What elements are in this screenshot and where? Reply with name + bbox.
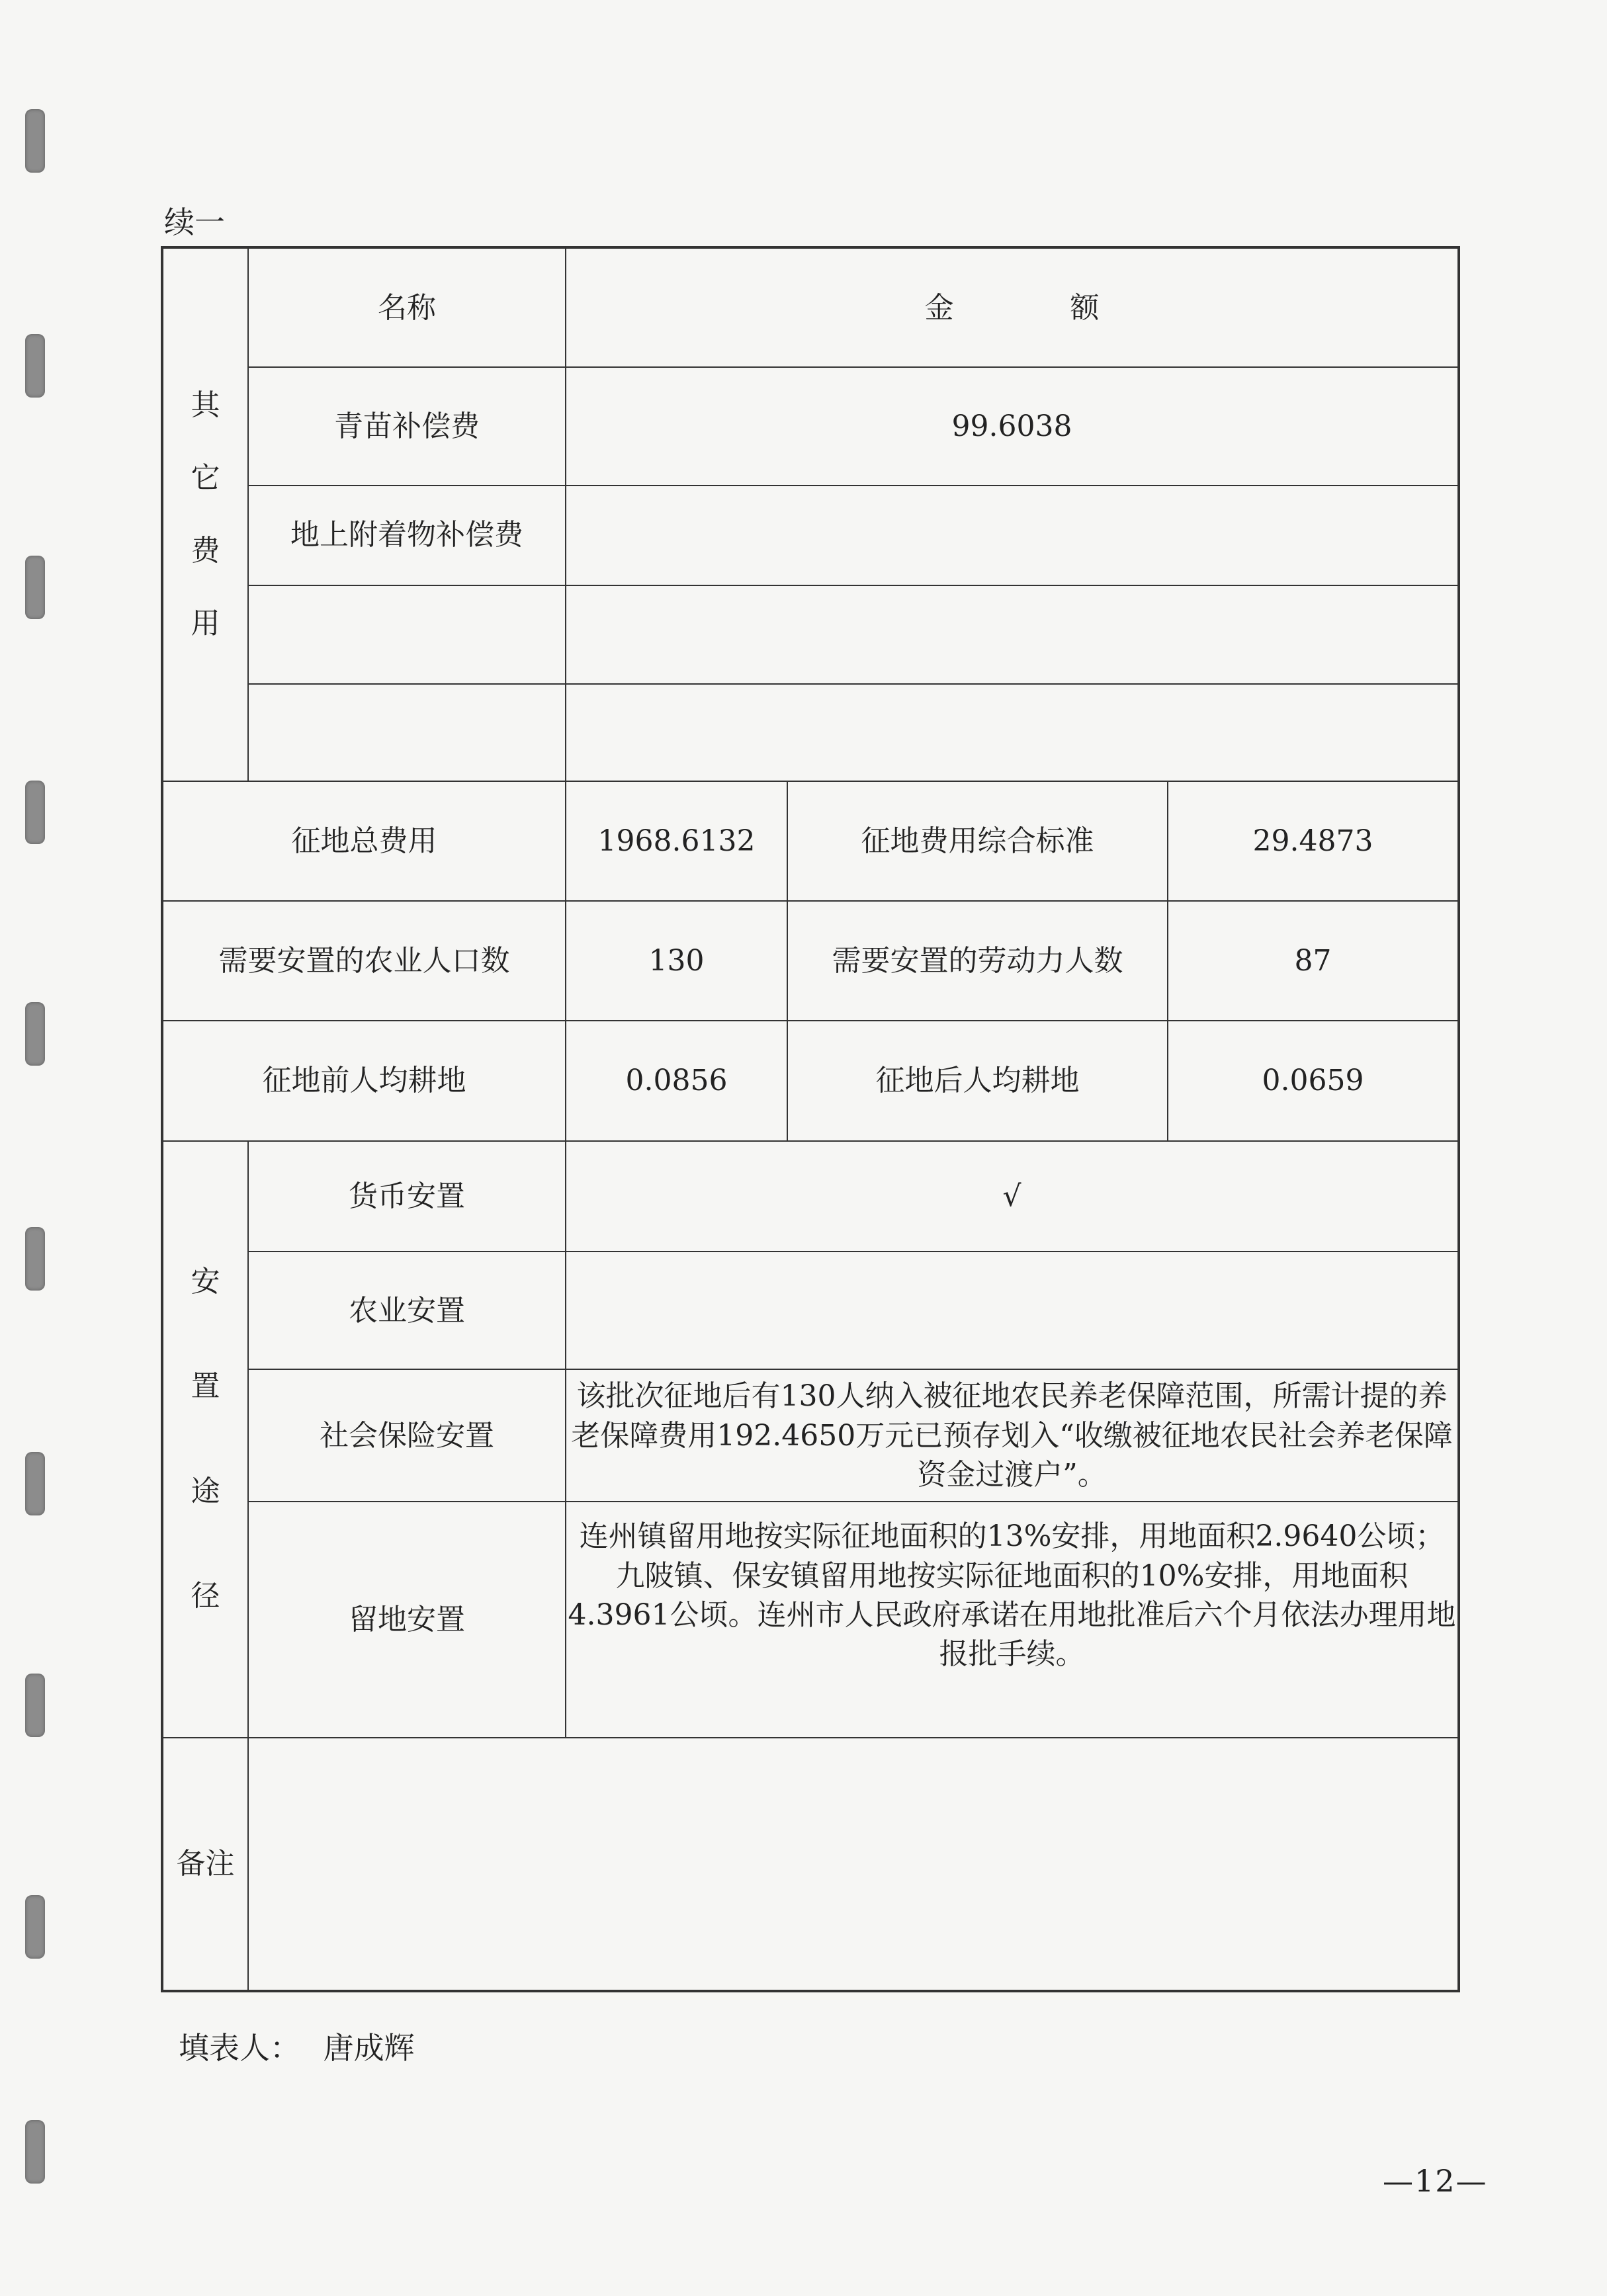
- summary-value: 29.4873: [1168, 781, 1459, 901]
- remarks-label: 备注: [162, 1738, 248, 1991]
- resettlement-row: [162, 1141, 1459, 1252]
- summary-row: [162, 901, 1459, 1021]
- summary-label: 征地费用综合标准: [787, 781, 1168, 901]
- remarks-content: [248, 1738, 1459, 1991]
- header-name-cell: 名称: [248, 247, 566, 367]
- form-filler: [179, 2024, 428, 2068]
- binder-hole: [25, 556, 45, 619]
- summary-value: 0.0856: [566, 1021, 787, 1140]
- binder-hole: [25, 1895, 45, 1959]
- resettlement-row: [162, 1252, 1459, 1369]
- filler-name: 唐成辉: [323, 2030, 415, 2066]
- other-fees-label: 其 它 费 用: [162, 247, 248, 781]
- resettlement-name: 留地安置: [248, 1502, 566, 1737]
- summary-label: 征地前人均耕地: [162, 1021, 566, 1140]
- other-fee-row: [162, 367, 1459, 485]
- summary-label: 征地总费用: [162, 781, 566, 901]
- resettlement-name: 社会保险安置: [248, 1369, 566, 1502]
- resettlement-row: [162, 1502, 1459, 1737]
- other-fee-row: [162, 585, 1459, 684]
- binder-hole: [25, 781, 45, 844]
- filler-label: 填表人：: [179, 2030, 300, 2066]
- other-fee-amount: 99.6038: [566, 367, 1459, 485]
- summary-label: 需要安置的农业人口数: [162, 901, 566, 1021]
- resettlement-name: 农业安置: [248, 1252, 566, 1369]
- other-fee-amount: [566, 585, 1459, 684]
- social-insurance-content: 该批次征地后有130人纳入被征地农民养老保障范围，所需计提的养老保障费用192.4650万元已预存划入“收缴被征地农民社会养老保障资金过渡户”。: [566, 1369, 1459, 1502]
- binder-hole: [25, 1227, 45, 1291]
- other-fee-amount: [566, 486, 1459, 585]
- resettlement-name: 货币安置: [248, 1141, 566, 1252]
- header-row: [162, 247, 1459, 367]
- summary-row: [162, 781, 1459, 901]
- reserved-land-content: 连州镇留用地按实际征地面积的13%安排，用地面积2.9640公顷；九陂镇、保安镇留用地按实际征地面积的10%安排，用地面积4.3961公顷。连州市人民政府承诺在用地批准后六个月依法办理用地报批手续。: [566, 1502, 1459, 1737]
- land-acquisition-fee-table: [161, 246, 1460, 1992]
- other-fee-name: [248, 585, 566, 684]
- other-fee-row: [162, 486, 1459, 585]
- page-number: —12—: [1383, 2163, 1488, 2199]
- resettlement-row: [162, 1369, 1459, 1502]
- binder-hole: [25, 2120, 45, 2184]
- summary-value: 1968.6132: [566, 781, 787, 901]
- summary-value: 87: [1168, 901, 1459, 1021]
- binder-hole: [25, 1674, 45, 1737]
- summary-value: 0.0659: [1168, 1021, 1459, 1140]
- summary-row: [162, 1021, 1459, 1140]
- other-fee-amount: [566, 684, 1459, 781]
- binder-hole: [25, 109, 45, 173]
- resettlement-label: 安 置 途 径: [162, 1141, 248, 1738]
- summary-label: 征地后人均耕地: [787, 1021, 1168, 1140]
- other-fee-name: 青苗补偿费: [248, 367, 566, 485]
- header-amount-cell: 金 额: [566, 247, 1459, 367]
- remarks-row: [162, 1738, 1459, 1991]
- continuation-label: 续一: [164, 204, 225, 240]
- other-fee-name: 地上附着物补偿费: [248, 486, 566, 585]
- other-fee-row: [162, 684, 1459, 781]
- binder-hole: [25, 1452, 45, 1515]
- binder-hole: [25, 334, 45, 398]
- other-fee-name: [248, 684, 566, 781]
- resettlement-content: [566, 1252, 1459, 1369]
- resettlement-check-mark: √: [566, 1141, 1459, 1252]
- summary-value: 130: [566, 901, 787, 1021]
- summary-label: 需要安置的劳动力人数: [787, 901, 1168, 1021]
- binder-hole: [25, 1002, 45, 1066]
